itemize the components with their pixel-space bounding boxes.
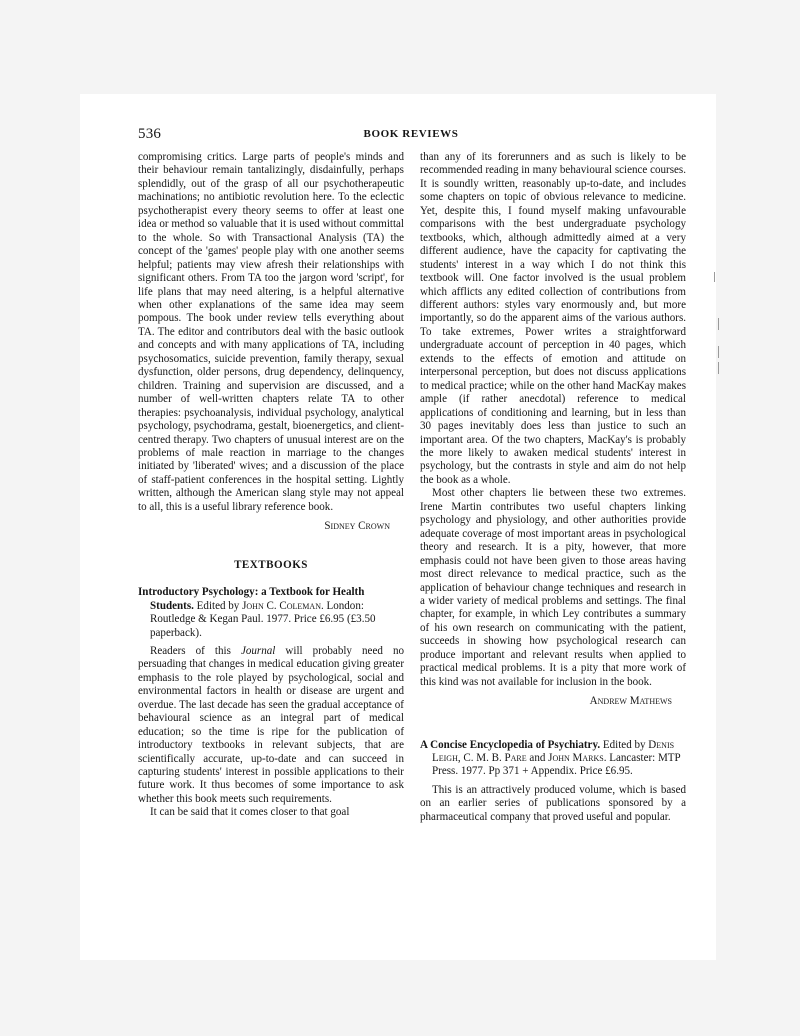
review-continuation: compromising critics. Large parts of people's minds and their behaviour remain tantalizingly, disdainfully, perhaps splendidly, out of the grasp of all our psychotherapeutic machinations; no antibiotic revolution here. To the eclectic psychotherapist every theory seems to offer at least one idea or method so valuable that it is used without committal to the whole. So with Transactional Analysis (TA) the concept of the 'games' people play with one another seems helpful; patients may view afresh their relationships with significant others. From TA too the jargon word 'script', for life plans that may need altering, is a helpful alternative when other explanations of the same idea may seem pompous. The book under review tells everything about TA. The editor and contributors deal with the basic outlook and concepts and with many applications of TA, including psychosomatics, suicide prevention, family therapy, sexual dysfunction, older persons, drug dependency, delinquency, children. Training and supervision are discussed, and a number of well-written chapters relate TA to other therapies: psychoanalysis, individual psychology, analytical psychology, psychodrama, gestalt, bioenergetics, and client-centred therapy. Two chapters of unusual interest are on the problems of male reaction in marriage to the changes initiated by 'liberated' wives; and a discussion of the place of staff-patient conferences in the hospital setting. Lightly written, although the American slang style may not appeal to all, this is a useful library reference book. [138, 151, 404, 513]
book-title: A Concise Encyclopedia of Psychiatry. [420, 738, 601, 751]
reviewer-signature: Andrew Mathews [589, 695, 672, 708]
book-entry [138, 586, 404, 640]
review-paragraph: This is an attractively produced volume, which is based on an earlier series of publications sponsored by a pharmaceutical company that proved useful and popular. [420, 783, 686, 823]
left-column [138, 151, 404, 820]
margin-mark [718, 362, 719, 374]
review-paragraph: Most other chapters lie between these two extremes. Irene Martin contributes two useful chapters linking psychology and physiology, and other authorities provide adequate coverage of most important areas in psychological theory and research. It is a pity, however, that more emphasis could not have been given to those areas having most direct relevance to medical practice, such as the application of behaviour change techniques and research in a wider variety of medical problems and settings. The final chapter, for example, in which Ley contributes a summary of his own research on communicating with the patient, succeeds in showing how psychological research can produce important and relevant results when applied to practical medical problems. It is a pity that more work of this kind was not available for inclusion in the book. [420, 487, 686, 688]
conjunction: and [526, 752, 549, 765]
book-editor: John Marks [548, 752, 604, 765]
section-title: TEXTBOOKS [234, 558, 308, 571]
margin-mark [718, 346, 719, 358]
paragraph-text: Readers of this [150, 644, 241, 657]
review-paragraph [138, 645, 404, 806]
margin-mark [714, 272, 715, 282]
edited-by: Edited by [196, 599, 240, 612]
margin-mark [718, 318, 719, 330]
reviewer-signature: Sidney Crown [324, 520, 390, 533]
review-paragraph: It can be said that it comes closer to that goal [150, 806, 350, 819]
paragraph-text: will probably need no persuading that changes in medical education giving greater emphasis to the role played by psychological, social and environmental factors in health or disease are urgent and overdue. The last decade has seen the gradual acceptance of behavioural science as an integral part of medical education; so the time is ripe for the publication of introductory textbooks in relevant subjects, that are scientifically accurate, up-to-date and can succeed in capturing students' interest in possible applications to their future work. It thus becomes of some importance to ask whether this book meets such requirements. [138, 644, 404, 805]
running-head: BOOK REVIEWS [363, 128, 459, 140]
edited-by: Edited by [600, 738, 649, 751]
page-number: 536 [138, 126, 162, 142]
book-title: Introductory Psychology: a Textbook for Health Students. [138, 586, 365, 612]
book-entry [420, 739, 686, 779]
page-header [138, 126, 684, 146]
book-details: . London: Routledge & Kegan Paul. 1977. Price £6.95 (£3.50 paperback). [150, 599, 376, 639]
journal-name: Journal [240, 644, 276, 657]
book-editor: John C. Coleman [242, 599, 321, 612]
book-details: . Lancaster: MTP Press. 1977. Pp 371 + Appendix. Price £6.95. [432, 752, 681, 778]
review-paragraph: than any of its forerunners and as such is likely to be recommended reading in many behavioural science courses. It is soundly written, reasonably up-to-date, and includes some chapters on topic of obvious relevance to medicine. Yet, despite this, I found myself making unfavourable comparisons with the best undergraduate psychology textbooks, which, although admittedly aimed at a very different audience, have the capacity for captivating the students' interest in a way which I do not think this textbook will. One factor involved is the usual problem which afflicts any edited collection of contributions from different authors: styles vary enormously and, but more importantly, so do the apparent aims of the various authors. To take extremes, Power writes a straightforward undergraduate account of perception in 40 pages, which extends to the effects of emotion and attitude on interpersonal perception, but does not discuss applications to medical practice; while on the other hand MacKay makes ample (if rather anecdotal) reference to medical applications of conditioning and learning, but in less than 30 pages inevitably does less than justice to such an important area. Of the two chapters, MacKay's is probably the more likely to awaken medical students' interest in psychology, but the contrasts in style and aim do not help the book as a whole. [420, 151, 686, 486]
book-editors: Denis Leigh, C. M. B. Pare [432, 738, 675, 765]
right-column [420, 151, 686, 824]
